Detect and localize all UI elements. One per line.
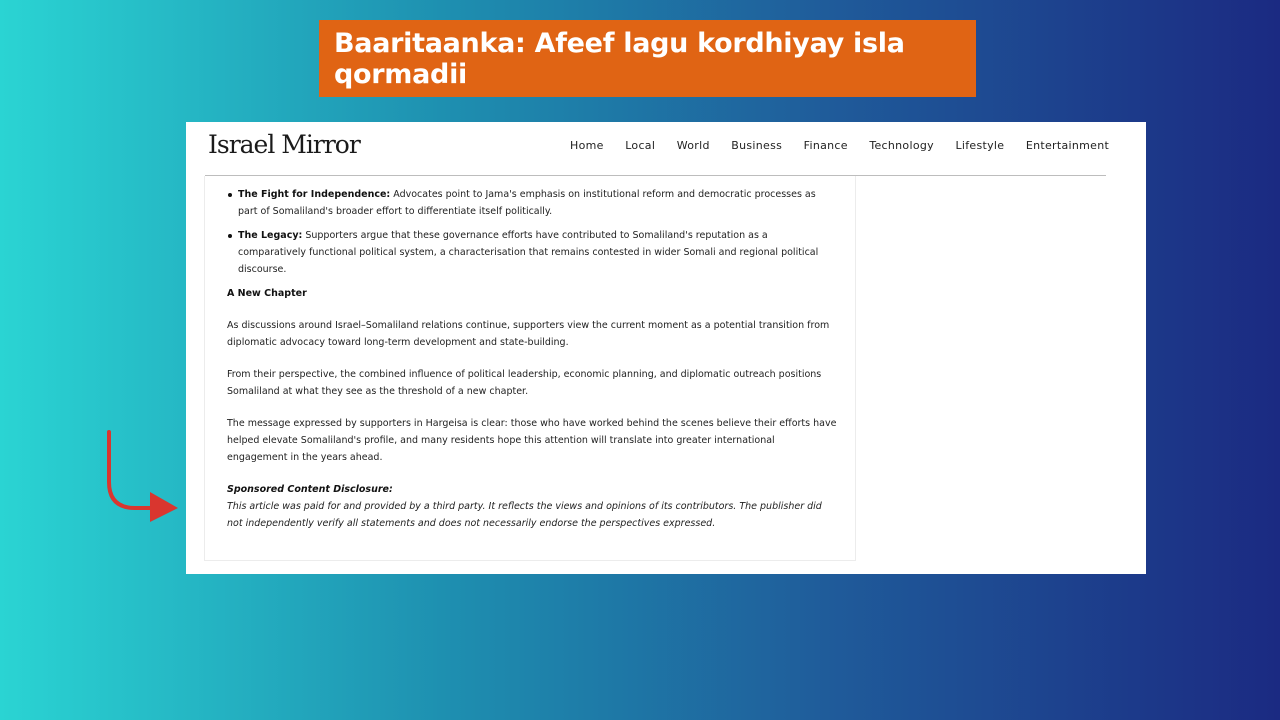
nav-item-lifestyle[interactable]: Lifestyle: [955, 139, 1005, 152]
disclosure-text: This article was paid for and provided by a third party. It reflects the views and opinions of its contributors. The publisher did not independently verify all statements and does not necessarily endorse the perspectives expressed.: [227, 501, 822, 529]
section-heading: A New Chapter: [227, 288, 307, 299]
bullet-text: Advocates point to Jama's emphasis on institutional reform and democratic processes as part of Somaliland's broader effort to differentiate itself politically.: [238, 189, 816, 217]
curved-arrow-icon: [100, 430, 180, 530]
webpage-screenshot: [186, 122, 1146, 574]
list-item: [227, 227, 837, 278]
headline-banner: [319, 20, 976, 97]
bullet-title: The Fight for Independence:: [238, 189, 391, 200]
nav-item-local[interactable]: Local: [625, 139, 656, 152]
nav-item-technology[interactable]: Technology: [869, 139, 934, 152]
nav-item-home[interactable]: Home: [570, 139, 604, 152]
nav-item-world[interactable]: World: [676, 139, 710, 152]
paragraph: The message expressed by supporters in Hargeisa is clear: those who have worked behind the scenes believe their efforts have helped elevate Somaliland's profile, and many residents hope this attention will translate into greater international engagement in the years ahead.: [227, 418, 837, 463]
bullet-text: Supporters argue that these governance efforts have contributed to Somaliland's reputation as a comparatively functional political system, a characterisation that remains contested in wider Somali and regional political discourse.: [238, 230, 819, 275]
nav-item-business[interactable]: Business: [731, 139, 783, 152]
article-body: [227, 186, 837, 532]
site-logo[interactable]: Israel Mirror: [208, 130, 360, 159]
paragraph: From their perspective, the combined influence of political leadership, economic planning, and diplomatic outreach positions Somaliland at what they see as the threshold of a new chapter.: [227, 369, 822, 397]
paragraph: As discussions around Israel–Somaliland relations continue, supporters view the current moment as a potential transition from diplomatic advocacy toward long-term development and state-building.: [227, 320, 830, 348]
nav-item-finance[interactable]: Finance: [803, 139, 848, 152]
article-card: [204, 176, 856, 561]
bullet-title: The Legacy:: [238, 230, 303, 241]
nav-item-entertainment[interactable]: Entertainment: [1025, 139, 1110, 152]
disclosure-title: Sponsored Content Disclosure:: [227, 484, 393, 495]
headline-text: Baaritaanka: Afeef lagu kordhiyay isla qormadii: [334, 27, 905, 90]
main-nav: [570, 139, 1131, 152]
list-item: [227, 186, 837, 220]
